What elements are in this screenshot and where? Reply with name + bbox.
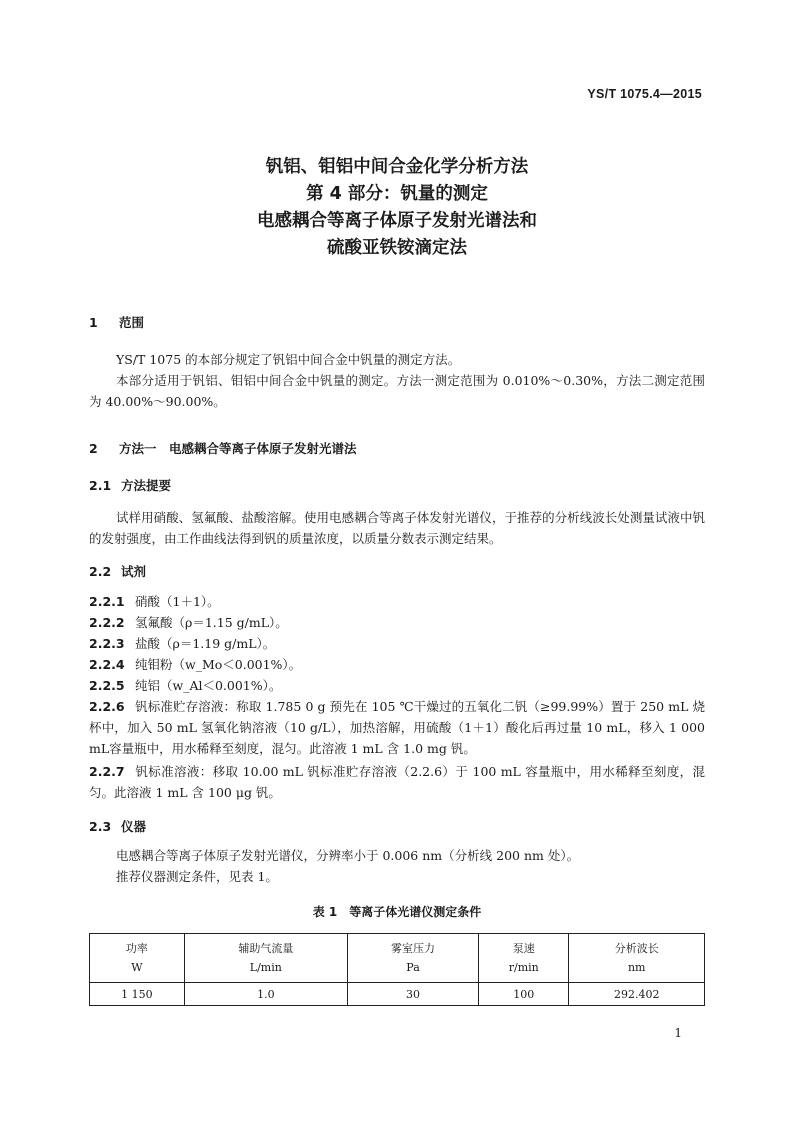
conditions-table: [89, 933, 705, 1006]
reagent-item: [89, 612, 705, 633]
section-1-heading: [89, 313, 144, 331]
document-title: [0, 154, 794, 262]
item-number: 2.2.5: [89, 678, 125, 693]
page-number: 1: [674, 1026, 682, 1040]
item-number: 2.2.6: [89, 699, 125, 714]
title-line-2: 第 4 部分：钒量的测定: [306, 184, 488, 204]
standard-code: YS/T 1075.4—2015: [587, 87, 702, 101]
section-number: 1: [89, 315, 98, 330]
paragraph: YS/T 1075 的本部分规定了钒铝中间合金中钒量的测定方法。: [116, 352, 461, 367]
section-title: 试剂: [121, 564, 147, 579]
table-header-cell: 辅助气流量 L/min: [184, 934, 347, 983]
section-2-1-heading: [89, 476, 171, 494]
section-2-2-heading: [89, 562, 146, 580]
section-title: 方法提要: [121, 478, 172, 493]
table-cell: 100: [479, 983, 569, 1006]
title-line-3: 电感耦合等离子体原子发射光谱法和: [257, 211, 537, 231]
table-row: [90, 983, 705, 1006]
table-header-row: [90, 934, 705, 983]
item-text: 钒标准贮存溶液：称取 1.785 0 g 预先在 105 ℃干燥过的五氧化二钒（≥99.99%）置于 250 mL 烧杯中，加入 50 mL 氢氧化钠溶液（10 g/L），加热溶解，用硫酸（1＋1）酸化后再过量 10 mL，移入 1 000 mL容量瓶中，用水稀释至刻度，混匀。此溶液 1 mL 含 1.0 mg 钒。: [89, 699, 705, 756]
table-header-cell: 泵速 r/min: [479, 934, 569, 983]
item-number: 2.2.4: [89, 657, 125, 672]
section-number: 2.3: [89, 819, 112, 834]
paragraph: 本部分适用于钒铝、钼铝中间合金中钒量的测定。方法一测定范围为 0.010%～0.30%，方法二测定范围为 40.00%～90.00%。: [89, 373, 705, 409]
table-header-cell: 分析波长 nm: [569, 934, 705, 983]
item-text: 钒标准溶液：移取 10.00 mL 钒标准贮存溶液（2.2.6）于 100 mL 容量瓶中，用水稀释至刻度，混匀。此溶液 1 mL 含 100 μg 钒。: [89, 764, 705, 800]
section-number: 2.2: [89, 564, 112, 579]
reagent-item: [89, 696, 705, 759]
item-number: 2.2.2: [89, 615, 125, 630]
table-header-cell: 功率 W: [90, 934, 185, 983]
reagent-item: [89, 675, 705, 696]
section-2-3-body: [89, 845, 705, 887]
section-number: 2: [89, 441, 98, 456]
paragraph: 电感耦合等离子体原子发射光谱仪，分辨率小于 0.006 nm（分析线 200 nm 处）。: [116, 848, 580, 863]
table-cell: 1 150: [90, 983, 185, 1006]
item-text: 纯钼粉（w_Mo＜0.001%）。: [135, 657, 302, 672]
item-number: 2.2.7: [89, 764, 125, 779]
section-title: 范围: [119, 315, 145, 330]
reagent-item: [89, 591, 705, 612]
section-title: 方法一 电感耦合等离子体原子发射光谱法: [119, 441, 357, 456]
title-line-4: 硫酸亚铁铵滴定法: [327, 238, 467, 258]
item-text: 氢氟酸（ρ＝1.15 g/mL）。: [135, 615, 288, 630]
table-cell: 1.0: [184, 983, 347, 1006]
title-line-1: 钒铝、钼铝中间合金化学分析方法: [265, 157, 529, 177]
paragraph: 试样用硝酸、氢氟酸、盐酸溶解。使用电感耦合等离子体发射光谱仪，于推荐的分析线波长处测量试液中钒的发射强度，由工作曲线法得到钒的质量浓度，以质量分数表示测定结果。: [89, 510, 705, 546]
section-1-body: [89, 349, 705, 412]
table-cell: 292.402: [569, 983, 705, 1006]
reagent-item: [89, 761, 705, 803]
item-text: 硝酸（1＋1）。: [135, 594, 220, 609]
item-text: 盐酸（ρ＝1.19 g/mL）。: [135, 636, 276, 651]
reagent-item: [89, 633, 705, 654]
paragraph: 推荐仪器测定条件，见表 1。: [116, 869, 278, 884]
section-number: 2.1: [89, 478, 112, 493]
item-number: 2.2.1: [89, 594, 125, 609]
table-cell: 30: [347, 983, 478, 1006]
table-header-cell: 雾室压力 Pa: [347, 934, 478, 983]
section-2-heading: [89, 439, 357, 457]
item-number: 2.2.3: [89, 636, 125, 651]
reagent-item: [89, 654, 705, 675]
section-title: 仪器: [121, 819, 147, 834]
table-caption: 表 1 等离子体光谱仪测定条件: [312, 905, 482, 919]
section-2-3-heading: [89, 817, 146, 835]
item-text: 纯铝（w_Al＜0.001%）。: [135, 678, 282, 693]
section-2-1-body: [89, 507, 705, 549]
